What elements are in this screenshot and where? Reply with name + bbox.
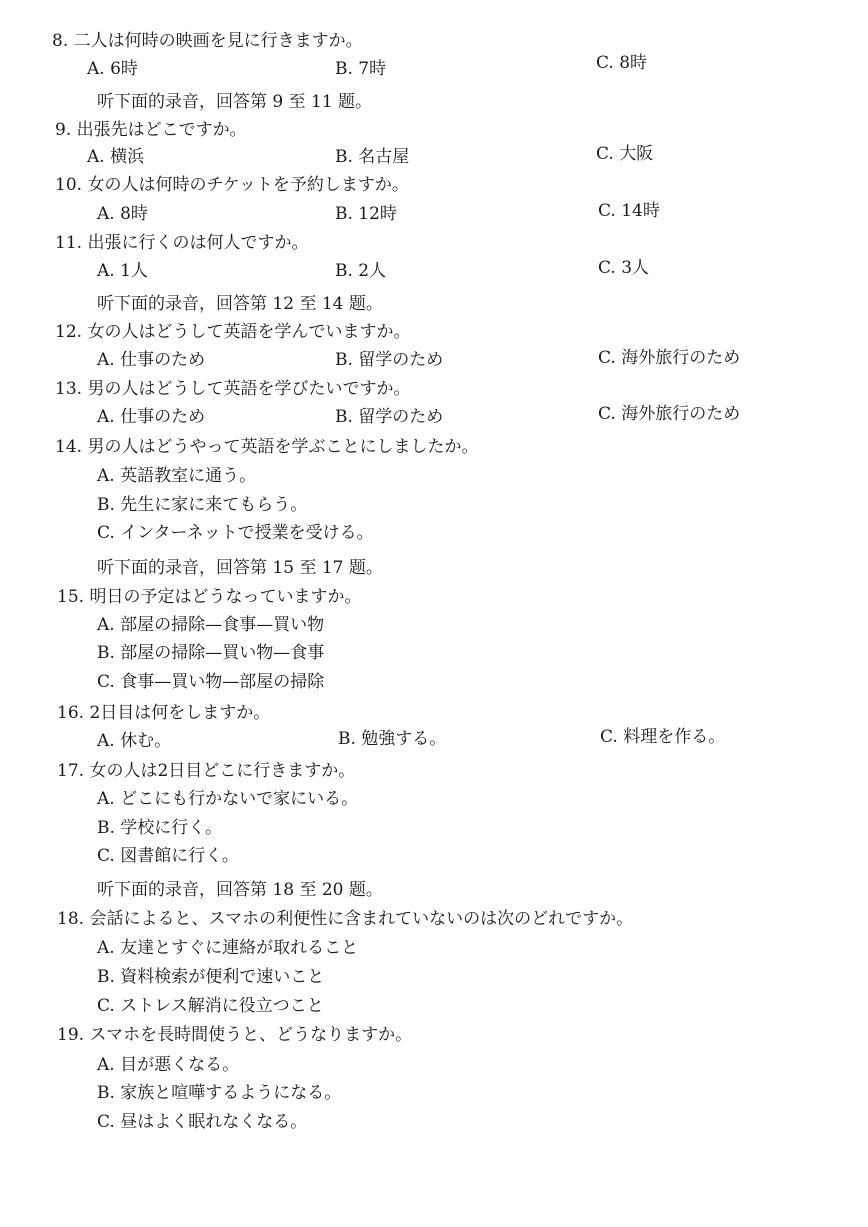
question-18-stem: 18. 会話によると、スマホの利便性に含まれていないのは次のどれですか。: [57, 909, 634, 929]
question-14-stem: 14. 男の人はどうやって英語を学ぶことにしましたか。: [55, 437, 479, 457]
question-11-option-a: A. 1人: [97, 261, 148, 281]
question-13-option-a: A. 仕事のため: [97, 407, 206, 427]
question-10-option-a: A. 8時: [97, 204, 148, 224]
question-12-option-c: C. 海外旅行のため: [598, 348, 741, 368]
question-8-option-b: B. 7時: [335, 59, 387, 79]
question-8-stem: 8. 二人は何時の映画を見に行きますか。: [52, 31, 363, 51]
question-11-stem: 11. 出張に行くのは何人ですか。: [55, 233, 309, 253]
question-18-option-b: B. 資料検索が便利で速いこと: [97, 967, 325, 987]
question-19-option-c: C. 昼はよく眠れなくなる。: [97, 1112, 308, 1132]
question-18-option-a: A. 友達とすぐに連絡が取れること: [97, 938, 359, 958]
question-19-option-a: A. 目が悪くなる。: [97, 1055, 240, 1075]
question-15-stem: 15. 明日の予定はどうなっていますか。: [57, 587, 362, 607]
question-9-option-c: C. 大阪: [596, 144, 654, 164]
question-13-option-b: B. 留学のため: [335, 407, 444, 427]
question-13-stem: 13. 男の人はどうして英語を学びたいですか。: [55, 379, 411, 399]
question-8-option-c: C. 8時: [596, 53, 648, 73]
question-8-option-a: A. 6時: [87, 59, 138, 79]
section-instruction-18-20: 听下面的录音，回答第 18 至 20 题。: [97, 880, 383, 900]
section-instruction-15-17: 听下面的录音，回答第 15 至 17 题。: [97, 558, 383, 578]
question-18-option-c: C. ストレス解消に役立つこと: [97, 996, 324, 1016]
question-17-option-a: A. どこにも行かないで家にいる。: [97, 789, 359, 809]
question-19-option-b: B. 家族と喧嘩するようになる。: [97, 1083, 342, 1103]
question-13-option-c: C. 海外旅行のため: [598, 404, 741, 424]
question-19-stem: 19. スマホを長時間使うと、どうなりますか。: [57, 1025, 413, 1045]
question-10-option-c: C. 14時: [598, 201, 660, 221]
question-17-option-b: B. 学校に行く。: [97, 818, 222, 838]
question-11-option-b: B. 2人: [335, 261, 387, 281]
section-instruction-12-14: 听下面的录音，回答第 12 至 14 题。: [97, 294, 383, 314]
question-14-option-b: B. 先生に家に来てもらう。: [97, 495, 308, 515]
question-14-option-c: C. インターネットで授業を受ける。: [97, 523, 374, 543]
question-14-option-a: A. 英語教室に通う。: [97, 466, 257, 486]
question-9-option-a: A. 横浜: [87, 147, 145, 167]
question-9-option-b: B. 名古屋: [335, 147, 410, 167]
question-10-stem: 10. 女の人は何時のチケットを予約しますか。: [55, 175, 409, 195]
question-12-stem: 12. 女の人はどうして英語を学んでいますか。: [55, 322, 411, 342]
question-16-option-a: A. 休む。: [97, 731, 172, 751]
section-instruction-9-11: 听下面的录音，回答第 9 至 11 题。: [97, 92, 373, 112]
question-15-option-b: B. 部屋の掃除—買い物—食事: [97, 643, 325, 663]
question-11-option-c: C. 3人: [598, 258, 650, 278]
question-15-option-a: A. 部屋の掃除—食事—買い物: [97, 615, 325, 635]
question-12-option-b: B. 留学のため: [335, 350, 444, 370]
question-16-option-b: B. 勉強する。: [338, 729, 447, 749]
question-17-option-c: C. 図書館に行く。: [97, 846, 239, 866]
question-15-option-c: C. 食事—買い物—部屋の掃除: [97, 672, 325, 692]
question-12-option-a: A. 仕事のため: [97, 350, 206, 370]
question-16-stem: 16. 2日目は何をしますか。: [57, 703, 271, 723]
question-9-stem: 9. 出張先はどこですか。: [55, 120, 247, 140]
question-17-stem: 17. 女の人は2日目どこに行きますか。: [57, 761, 356, 781]
question-10-option-b: B. 12時: [335, 204, 397, 224]
question-16-option-c: C. 料理を作る。: [600, 727, 726, 747]
